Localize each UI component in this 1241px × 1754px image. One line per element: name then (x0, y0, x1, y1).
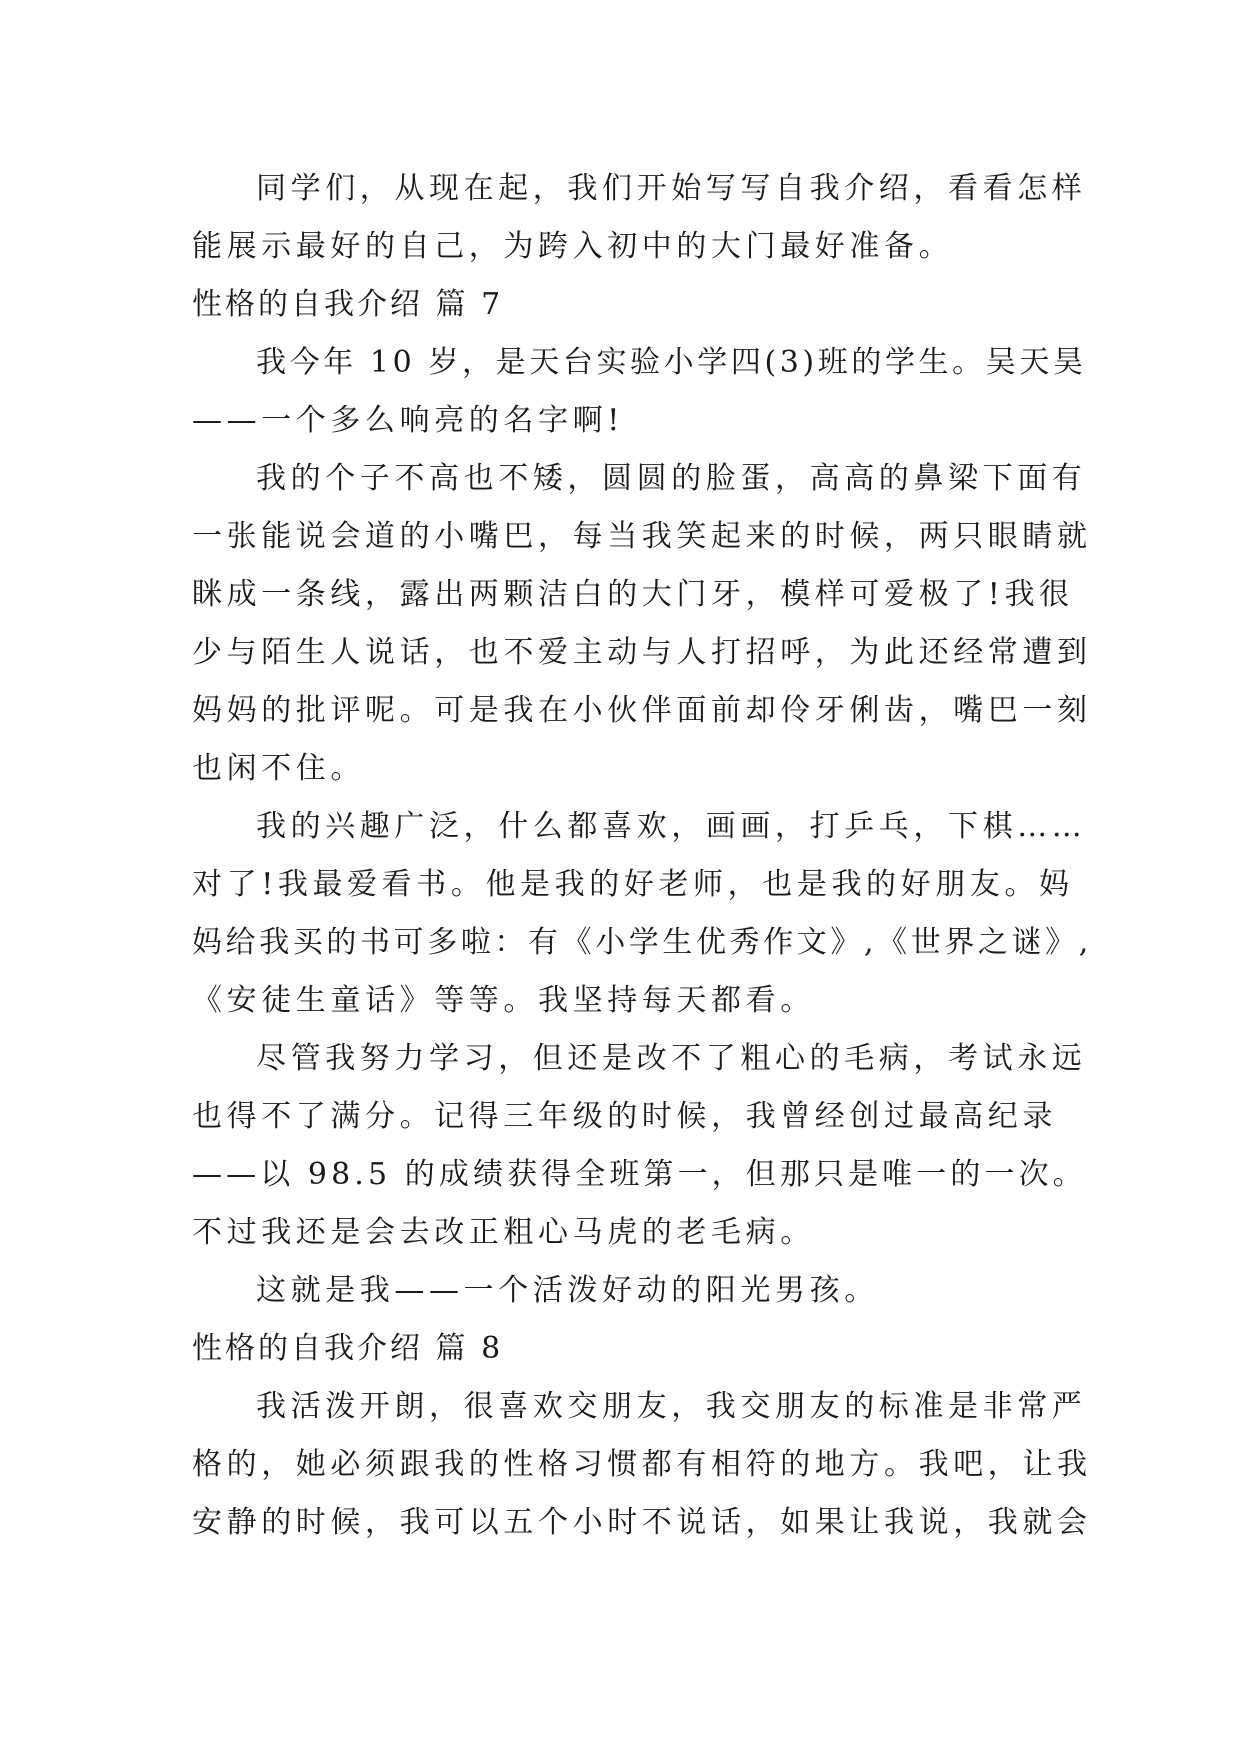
paragraph-line: 妈给我买的书可多啦：有《小学生优秀作文》,《世界之谜》, (192, 925, 1092, 960)
section-heading: 性格的自我介绍 篇 7 (192, 287, 504, 322)
paragraph-line: 少与陌生人说话，也不爱主动与人打招呼，为此还经常遭到 (192, 635, 1092, 670)
paragraph-line: 能展示最好的自己，为跨入初中的大门最好准备。 (192, 229, 954, 264)
paragraph-line: 也得不了满分。记得三年级的时候，我曾经创过最高纪录 (192, 1099, 1057, 1134)
paragraph-line: 妈妈的批评呢。可是我在小伙伴面前却伶牙俐齿，嘴巴一刻 (192, 693, 1092, 728)
paragraph-line: 格的，她必须跟我的性格习惯都有相符的地方。我吧，让我 (192, 1447, 1092, 1482)
paragraph-line: 我的兴趣广泛，什么都喜欢，画画，打乒乓，下棋…… (256, 809, 1087, 844)
paragraph-line: 我今年 10 岁，是天台实验小学四(3)班的学生。吴天昊 (256, 345, 1087, 380)
paragraph-line: ——以 98.5 的成绩获得全班第一，但那只是唯一的一次。 (192, 1157, 1087, 1192)
paragraph-line: 这就是我——一个活泼好动的阳光男孩。 (256, 1273, 879, 1308)
paragraph-line: 不过我还是会去改正粗心马虎的老毛病。 (192, 1215, 815, 1250)
paragraph-line: 我的个子不高也不矮，圆圆的脸蛋，高高的鼻梁下面有 (256, 461, 1087, 496)
paragraph-line: 尽管我努力学习，但还是改不了粗心的毛病，考试永远 (256, 1041, 1087, 1076)
document-body (192, 160, 1092, 1552)
paragraph-line: ——一个多么响亮的名字啊! (192, 403, 624, 438)
paragraph-line: 一张能说会道的小嘴巴，每当我笑起来的时候，两只眼睛就 (192, 519, 1092, 554)
section-heading: 性格的自我介绍 篇 8 (192, 1331, 504, 1366)
paragraph-line: 《安徒生童话》等等。我坚持每天都看。 (192, 983, 815, 1018)
paragraph-line: 也闲不住。 (192, 751, 365, 786)
paragraph-line: 眯成一条线，露出两颗洁白的大门牙，模样可爱极了!我很 (192, 577, 1074, 612)
paragraph-line: 安静的时候，我可以五个小时不说话，如果让我说，我就会 (192, 1505, 1092, 1540)
paragraph-line: 对了!我最爱看书。他是我的好老师，也是我的好朋友。妈 (192, 867, 1074, 902)
paragraph-line: 我活泼开朗，很喜欢交朋友，我交朋友的标准是非常严 (256, 1389, 1087, 1424)
paragraph-line: 同学们，从现在起，我们开始写写自我介绍，看看怎样 (256, 171, 1087, 206)
